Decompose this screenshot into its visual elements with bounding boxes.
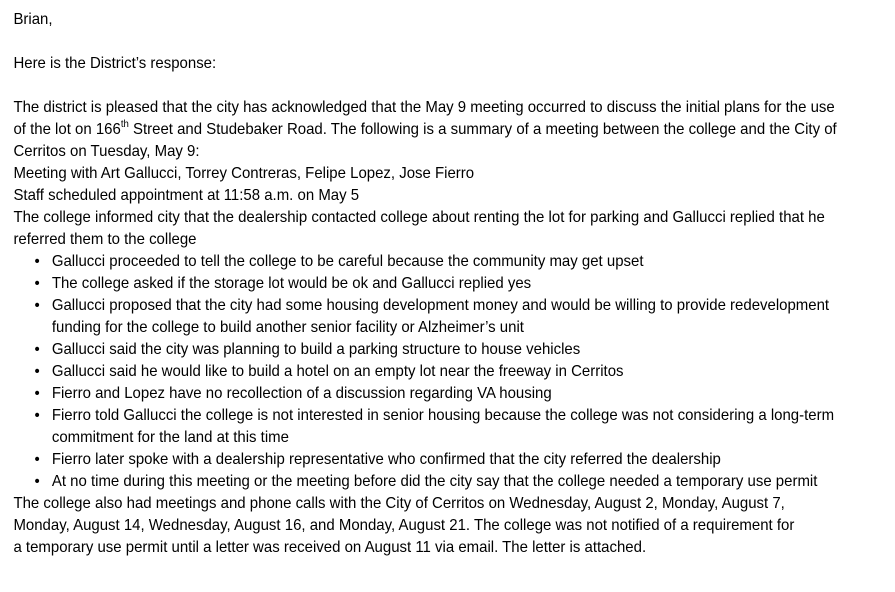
list-item-text: Fierro told Gallucci the college is not interested in senior housing because the college was not considering a long-term (51, 407, 835, 424)
bullet-icon: • (34, 275, 40, 292)
paragraph-line: referred them to the college (13, 231, 197, 248)
paragraph-line: The college informed city that the dealership contacted college about renting the lot for parking and Gallucci replied that he (13, 209, 825, 226)
email-body (0, 9, 895, 592)
list-item-text: Fierro and Lopez have no recollection of a discussion regarding VA housing (51, 385, 552, 402)
list-item (13, 383, 881, 405)
paragraph-line: a temporary use permit until a letter was received on August 11 via email. The letter is attached. (13, 539, 647, 556)
list-item (13, 251, 881, 273)
list-item (13, 471, 881, 493)
text-fragment: Street and Studebaker Road. The following is a summary of a meeting between the college and the City of (128, 121, 837, 138)
paragraph-line: Cerritos on Tuesday, May 9: (13, 143, 200, 160)
closing-paragraph (13, 493, 881, 559)
list-item (13, 361, 881, 383)
paragraph-line: Monday, August 14, Wednesday, August 16, and Monday, August 21. The college was not notified of a requirement for (13, 517, 795, 534)
bullet-icon: • (34, 297, 40, 314)
meeting-bullet-list (13, 251, 881, 493)
list-item-text: Gallucci said the city was planning to build a parking structure to house vehicles (51, 341, 581, 358)
list-item-text: Gallucci proceeded to tell the college to be careful because the community may get upset (51, 253, 644, 270)
list-item-text: Gallucci said he would like to build a hotel on an empty lot near the freeway in Cerritos (51, 363, 624, 380)
list-item-text: Gallucci proposed that the city had some housing development money and would be willing to provide redevelopment (51, 297, 830, 314)
appointment-line: Staff scheduled appointment at 11:58 a.m. on May 5 (13, 187, 360, 204)
paragraph-line: The district is pleased that the city has acknowledged that the May 9 meeting occurred to discuss the initial plans for the use (13, 99, 835, 116)
list-item (13, 273, 881, 295)
list-item-text: commitment for the land at this time (51, 429, 289, 446)
list-item-text: Fierro later spoke with a dealership representative who confirmed that the city referred the dealership (51, 451, 721, 468)
ordinal-suffix: th (120, 118, 129, 130)
bullet-icon: • (34, 407, 40, 424)
list-item (13, 295, 881, 339)
bullet-icon: • (34, 451, 40, 468)
paragraph-line: The college also had meetings and phone calls with the City of Cerritos on Wednesday, August 2, Monday, August 7, (13, 495, 785, 512)
bullet-icon: • (34, 253, 40, 270)
attendees-line: Meeting with Art Gallucci, Torrey Contreras, Felipe Lopez, Jose Fierro (13, 165, 475, 182)
list-item (13, 405, 881, 449)
intro-line: Here is the District’s response: (13, 55, 217, 72)
list-item (13, 449, 881, 471)
list-item-text: The college asked if the storage lot would be ok and Gallucci replied yes (51, 275, 532, 292)
paragraph-line (13, 119, 881, 141)
bullet-icon: • (34, 363, 40, 380)
list-item-text: At no time during this meeting or the meeting before did the city say that the college needed a temporary use permit (51, 473, 818, 490)
greeting: Brian, (13, 11, 53, 28)
list-item (13, 339, 881, 361)
bullet-icon: • (34, 341, 40, 358)
summary-paragraph (13, 97, 881, 251)
list-item-text: funding for the college to build another senior facility or Alzheimer’s unit (51, 319, 524, 336)
bullet-icon: • (34, 473, 40, 490)
bullet-icon: • (34, 385, 40, 402)
text-fragment: of the lot on 166 (13, 121, 121, 138)
